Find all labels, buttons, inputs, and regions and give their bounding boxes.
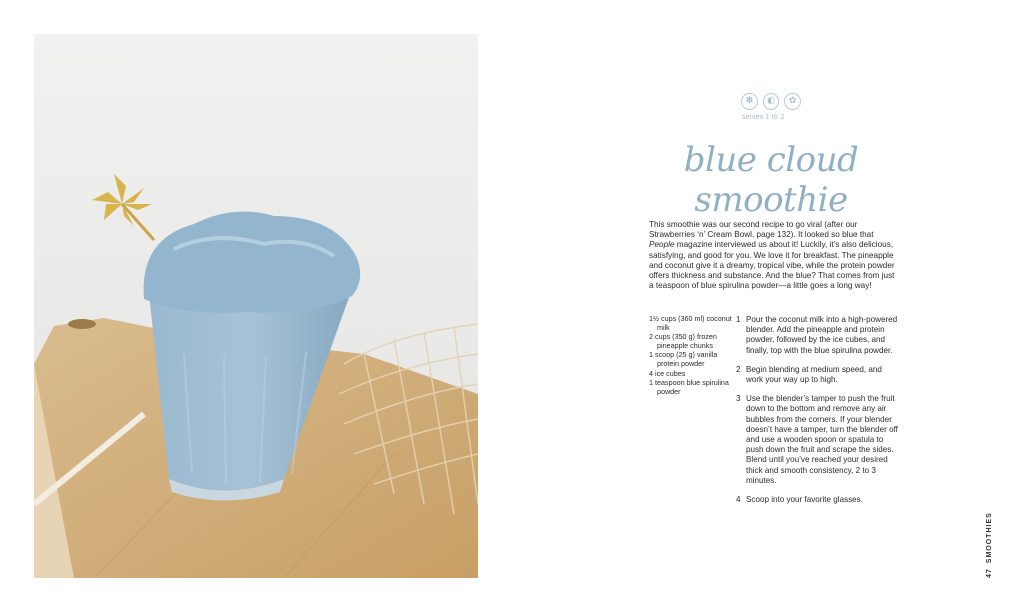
page-folio [986, 512, 998, 580]
intro-text-part-2: magazine interviewed us about it! Luckily, it’s also delicious, satisfying, and good for you. We love it for breakfast. The pineapple and coconut give it a dreamy, tropical vibe, while the protein powder offers thickness and substance. And the blue? That comes from just a teaspoon of blue spirulina powder—a little goes a long way! [649, 240, 895, 291]
ingredient-item: 2 cups (350 g) frozen pineapple chunks [649, 332, 717, 351]
step-number: 1 [736, 315, 741, 324]
section-name: SMOOTHIES [986, 512, 993, 564]
page-number: 47 [986, 568, 993, 578]
method-steps [736, 315, 898, 514]
step-text: Pour the coconut milk into a high-powered blender. Add the pineapple and protein powder, followed by the ice cubes, and finally, top with the blue spirulina powder. [746, 315, 898, 355]
step-text: Scoop into your favorite glasses. [746, 495, 863, 505]
step-number: 3 [736, 394, 741, 404]
smoothie-illustration [34, 34, 478, 578]
ingredient-item: 1½ cups (360 ml) coconut milk [649, 314, 732, 333]
step-item [736, 495, 898, 505]
step-item [736, 394, 898, 486]
ingredient-item: 1 teaspoon blue spirulina powder [649, 377, 729, 396]
ingredient-list [649, 314, 734, 396]
ingredient-item: 1 scoop (25 g) vanilla protein powder [649, 350, 718, 369]
step-item [736, 365, 898, 385]
step-item [736, 315, 898, 356]
recipe-intro [649, 220, 899, 291]
step-number: 2 [736, 364, 741, 374]
wheat-free-icon: ✽ [741, 93, 758, 110]
step-text: Begin blending at medium speed, and work your way up to high. [746, 364, 882, 385]
magazine-name: People [649, 240, 675, 250]
diet-icons [741, 93, 801, 111]
recipe-title: blue cloud smoothie [683, 140, 859, 220]
step-text: Use the blender’s tamper to push the fruit down to the bottom and remove any air bubbles from the corners. If your blender doesn’t have a tamper, turn the blender off and use a wooden spoon or spatula to push down the fruit and scrape the sides. Blend until you’ve reached your desired thick and smooth consistency, 2 to 3 minutes. [746, 394, 898, 485]
step-number: 4 [736, 495, 741, 505]
dairy-free-icon: ◐ [763, 93, 780, 110]
ingredient-item: 4 ice cubes [649, 368, 686, 378]
intro-text-part-1: This smoothie was our second recipe to go viral (after our Strawberries ‘n’ Cream Bowl, page 132). It looked so blue that [649, 220, 874, 240]
nut-free-icon: ✿ [784, 93, 801, 110]
serves-label: serves 1 to 2 [741, 114, 785, 121]
smoothie-photo [34, 34, 478, 578]
